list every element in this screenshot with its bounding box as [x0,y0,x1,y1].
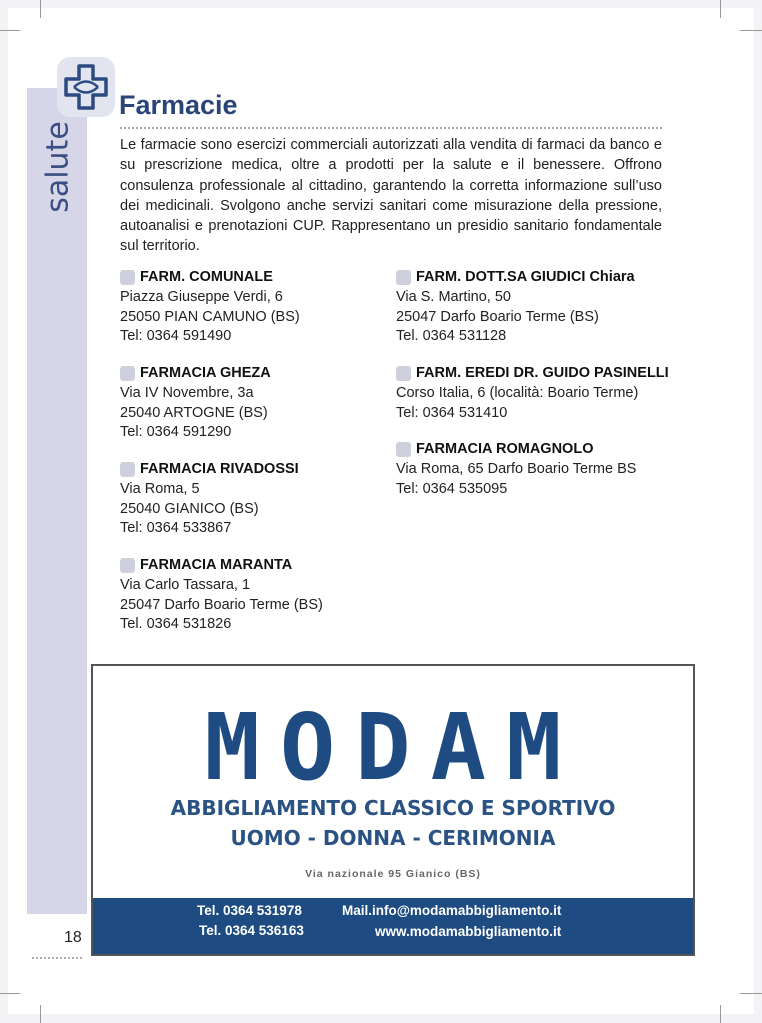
bullet-square [120,366,135,381]
ad-website[interactable]: www.modamabbigliamento.it [375,924,562,939]
ad-phone-1: Tel. 0364 531978 [197,903,302,918]
pharmacy-address: Via Roma, 5 [120,480,200,497]
pharmacy-city: 25047 Darfo Boario Terme (BS) [120,596,323,613]
bullet-square [120,558,135,573]
pharmacy-phone: Tel: 0364 591290 [120,424,232,441]
page-number: 18 [64,929,82,946]
pharmacy-entry [396,364,669,423]
pharmacy-entry [396,440,636,499]
page-number-divider [32,957,82,959]
bullet-square [396,270,411,285]
pharmacy-phone: Tel: 0364 531410 [396,404,508,421]
bullet-square [120,270,135,285]
pharmacy-phone: Tel: 0364 533867 [120,520,232,537]
crop-mark [720,1005,721,1023]
crop-mark [720,0,721,18]
ad-tagline: ABBIGLIAMENTO CLASSICO E SPORTIVO [170,796,616,820]
pharmacy-entry [120,364,271,443]
section-label: salute [40,121,76,213]
pharmacy-address: Corso Italia, 6 (località: Boario Terme) [396,384,639,401]
bullet-square [396,442,411,457]
medical-cross-icon [57,57,115,117]
crop-mark [0,993,20,994]
ad-categories: UOMO - DONNA - CERIMONIA [230,826,556,850]
crop-mark [40,1005,41,1023]
pharmacy-name: FARMACIA GHEZA [140,365,271,381]
ad-address: Via nazionale 95 Gianico (BS) [305,868,481,880]
crop-mark [0,30,20,31]
pharmacy-entry [120,460,299,539]
ad-brand-logo: MODAM [204,694,582,801]
bullet-square [120,462,135,477]
page-title: Farmacie [119,90,238,120]
pharmacy-city: 25040 GIANICO (BS) [120,500,259,517]
ad-phone-2: Tel. 0364 536163 [199,923,304,938]
pharmacy-name: FARMACIA ROMAGNOLO [416,441,594,457]
pharmacy-address: Via S. Martino, 50 [396,288,511,305]
pharmacy-address: Via IV Novembre, 3a [120,384,254,401]
crop-mark [740,30,762,31]
pharmacy-name: FARM. COMUNALE [140,269,273,285]
pharmacy-city: 25050 PIAN CAMUNO (BS) [120,308,300,325]
pharmacy-address: Piazza Giuseppe Verdi, 6 [120,288,283,305]
ad-contact-bar [93,898,693,954]
pharmacy-city: 25040 ARTOGNE (BS) [120,404,268,421]
title-divider [120,127,662,129]
pharmacy-phone: Tel. 0364 531826 [120,616,232,633]
pharmacy-entry [120,268,300,347]
crop-mark [740,993,762,994]
pharmacy-city: 25047 Darfo Boario Terme (BS) [396,308,599,325]
pharmacy-phone: Tel: 0364 591490 [120,328,232,345]
crop-mark [40,0,41,18]
intro-paragraph: Le farmacie sono esercizi commerciali autorizzati alla vendita di farmaci da banco e su prescrizione medica, oltre a prodotti per la salute e il benessere. Offrono consulenza professionale al cittadino, garantendo la corretta informazione sull’uso dei medicinali. Svolgono anche servizi sanitari come misurazione della pressione, autoanalisi e prenotazioni CUP. Rappresentano un presidio sanitario fondamentale sul territorio. [120,137,662,255]
pharmacy-address: Via Roma, 65 Darfo Boario Terme BS [396,460,637,477]
pharmacy-name: FARM. EREDI DR. GUIDO PASINELLI [416,365,669,381]
pharmacy-address: Via Carlo Tassara, 1 [120,576,251,593]
pharmacy-phone: Tel. 0364 531128 [396,328,507,345]
pharmacy-entry [396,268,635,347]
pharmacy-phone: Tel: 0364 535095 [396,480,508,497]
pharmacy-name: FARMACIA MARANTA [140,557,293,573]
pharmacy-entry [120,556,323,635]
advertisement[interactable] [91,664,695,956]
ad-email[interactable]: Mail.info@modamabbigliamento.it [342,903,562,918]
pharmacy-name: FARM. DOTT.SA GIUDICI Chiara [416,269,635,285]
bullet-square [396,366,411,381]
pharmacy-name: FARMACIA RIVADOSSI [140,461,299,477]
